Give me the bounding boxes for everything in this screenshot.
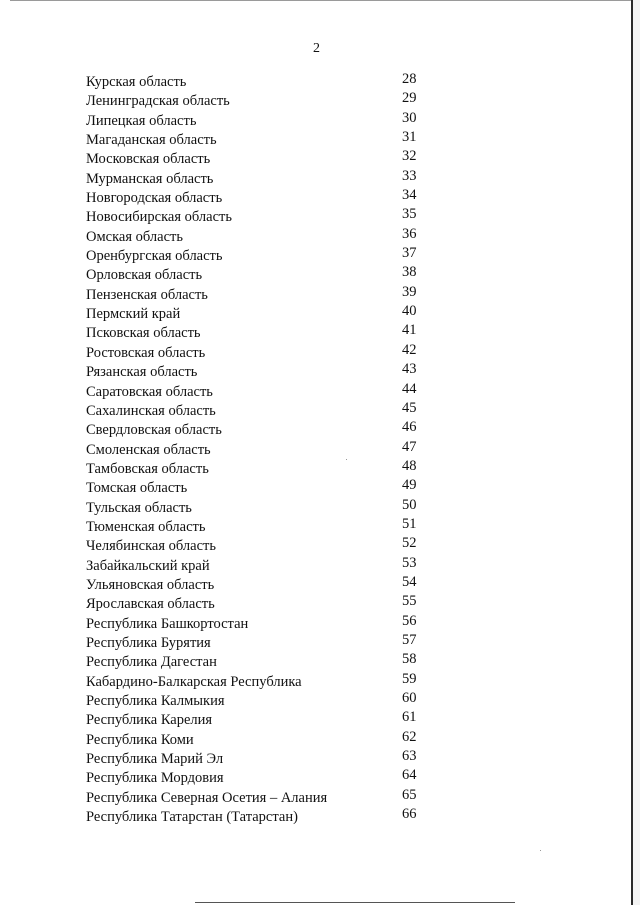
entry-region-name: Курская область <box>86 74 187 90</box>
contents-entry <box>86 749 426 768</box>
entry-page-number: 54 <box>402 573 417 590</box>
entry-page-number: 33 <box>402 167 417 184</box>
entry-region-name: Республика Башкортостан <box>86 615 249 632</box>
entry-region-name: Кабардино-Балкарская Республика <box>86 673 302 690</box>
entry-page-number: 36 <box>402 225 417 242</box>
entry-page-number: 32 <box>402 148 417 165</box>
entry-region-name: Магаданская область <box>86 132 217 149</box>
contents-entry <box>86 440 426 459</box>
entry-page-number: 48 <box>402 457 417 474</box>
entry-page-number: 28 <box>402 71 417 87</box>
contents-entry <box>86 111 426 130</box>
contents-entry <box>86 246 426 265</box>
entry-region-name: Пермский край <box>86 306 181 323</box>
entry-page-number: 49 <box>402 477 417 494</box>
entry-page-number: 46 <box>402 419 417 436</box>
contents-entry <box>86 614 426 633</box>
contents-entry <box>86 169 426 188</box>
entry-page-number: 45 <box>402 399 417 416</box>
contents-entry <box>86 730 426 749</box>
entry-page-number: 31 <box>402 129 417 146</box>
entry-page-number: 59 <box>402 670 417 687</box>
entry-page-number: 52 <box>402 535 417 552</box>
contents-entry <box>86 91 426 110</box>
contents-entry <box>86 459 426 478</box>
entry-page-number: 30 <box>402 109 417 126</box>
entry-page-number: 40 <box>402 303 417 320</box>
contents-entry <box>86 130 426 149</box>
entry-region-name: Омская область <box>86 228 183 245</box>
top-edge-line <box>10 0 631 1</box>
entry-page-number: 38 <box>402 264 417 281</box>
entry-page-number: 56 <box>402 612 417 629</box>
entry-region-name: Свердловская область <box>86 422 222 439</box>
contents-entry <box>86 672 426 691</box>
entry-region-name: Ярославская область <box>86 596 215 613</box>
entry-region-name: Тюменская область <box>86 518 206 535</box>
entry-region-name: Республика Бурятия <box>86 634 211 651</box>
entry-page-number: 65 <box>402 786 417 803</box>
contents-entry <box>86 401 426 420</box>
entry-region-name: Томская область <box>86 480 188 497</box>
contents-entry <box>86 575 426 594</box>
entry-region-name: Ленинградская область <box>86 93 230 110</box>
contents-entry <box>86 478 426 497</box>
bottom-edge-line <box>195 902 515 903</box>
scan-speck <box>540 850 541 851</box>
contents-entry <box>86 633 426 652</box>
entry-page-number: 44 <box>402 380 417 397</box>
contents-entry <box>86 420 426 439</box>
entry-page-number: 62 <box>402 728 417 745</box>
entry-region-name: Пензенская область <box>86 286 208 303</box>
entry-page-number: 37 <box>402 245 417 262</box>
entry-region-name: Забайкальский край <box>86 557 210 574</box>
contents-entry <box>86 149 426 168</box>
contents-entry <box>86 323 426 342</box>
entry-region-name: Оренбургская область <box>86 248 223 265</box>
entry-page-number: 58 <box>402 651 417 668</box>
entry-region-name: Республика Северная Осетия – Алания <box>86 789 328 806</box>
entry-page-number: 57 <box>402 631 417 648</box>
contents-entry <box>86 691 426 710</box>
entry-region-name: Новосибирская область <box>86 209 232 226</box>
contents-entry <box>86 304 426 323</box>
contents-entry <box>86 285 426 304</box>
entry-region-name: Республика Коми <box>86 731 194 748</box>
entry-page-number: 47 <box>402 438 417 455</box>
contents-entry <box>86 652 426 671</box>
entry-region-name: Тульская область <box>86 499 192 516</box>
entry-region-name: Республика Калмыкия <box>86 693 225 709</box>
entry-region-name: Сахалинская область <box>86 402 216 419</box>
entry-region-name: Республика Татарстан (Татарстан) <box>86 809 298 826</box>
contents-entry <box>86 72 426 91</box>
contents-entry <box>86 265 426 284</box>
entry-page-number: 35 <box>402 206 417 223</box>
contents-entry <box>86 382 426 401</box>
contents-entry <box>86 768 426 787</box>
contents-entry <box>86 188 426 207</box>
contents-entry <box>86 227 426 246</box>
entry-region-name: Псковская область <box>86 325 201 342</box>
entry-page-number: 55 <box>402 593 417 610</box>
entry-region-name: Тамбовская область <box>86 460 209 477</box>
entry-region-name: Московская область <box>86 151 211 168</box>
entry-page-number: 63 <box>402 748 417 765</box>
contents-entry <box>86 362 426 381</box>
contents-entry <box>86 788 426 807</box>
contents-entry <box>86 807 426 826</box>
page-number: 2 <box>313 41 320 56</box>
entry-page-number: 61 <box>402 709 417 726</box>
entry-region-name: Смоленская область <box>86 441 211 458</box>
entry-page-number: 43 <box>402 361 417 378</box>
contents-entry <box>86 498 426 517</box>
entry-region-name: Ростовская область <box>86 344 206 361</box>
entry-region-name: Ульяновская область <box>86 576 215 593</box>
entry-region-name: Мурманская область <box>86 170 214 187</box>
entry-page-number: 29 <box>402 90 417 107</box>
entry-region-name: Саратовская область <box>86 383 213 400</box>
contents-entry <box>86 517 426 536</box>
entry-page-number: 50 <box>402 496 417 513</box>
entry-page-number: 64 <box>402 767 417 784</box>
contents-entry <box>86 343 426 362</box>
contents-entry <box>86 556 426 575</box>
entry-region-name: Липецкая область <box>86 112 197 129</box>
contents-list <box>86 72 426 826</box>
contents-entry <box>86 710 426 729</box>
entry-page-number: 34 <box>402 187 417 204</box>
entry-page-number: 42 <box>402 341 417 358</box>
entry-region-name: Республика Мордовия <box>86 770 224 787</box>
entry-region-name: Орловская область <box>86 267 203 284</box>
entry-page-number: 39 <box>402 283 417 300</box>
entry-page-number: 51 <box>402 515 417 532</box>
entry-region-name: Республика Марий Эл <box>86 751 224 768</box>
entry-region-name: Республика Дагестан <box>86 654 217 671</box>
scan-speck <box>346 459 347 460</box>
entry-page-number: 66 <box>402 806 417 823</box>
entry-page-number: 53 <box>402 554 417 571</box>
entry-region-name: Республика Карелия <box>86 712 213 729</box>
entry-region-name: Новгородская область <box>86 190 223 207</box>
entry-region-name: Челябинская область <box>86 538 216 555</box>
contents-entry <box>86 207 426 226</box>
entry-region-name: Рязанская область <box>86 364 198 381</box>
entry-page-number: 41 <box>402 322 417 339</box>
contents-entry <box>86 536 426 555</box>
entry-page-number: 60 <box>402 690 417 706</box>
contents-entry <box>86 594 426 613</box>
